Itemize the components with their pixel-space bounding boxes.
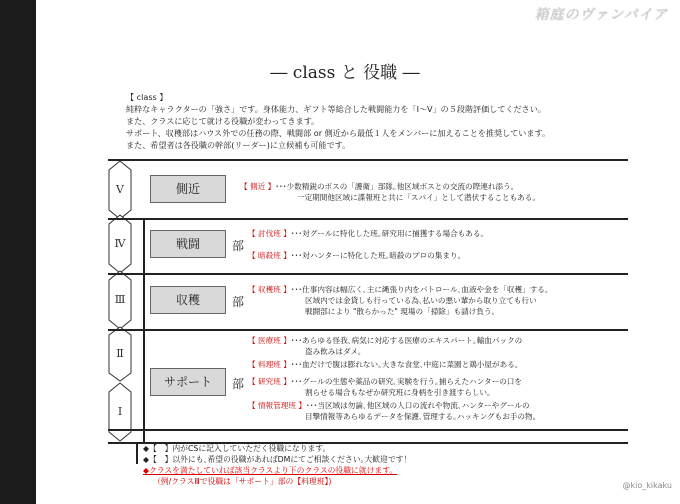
team-desc: 一定期間他区域に諜報班と共に「スパイ」として潜伏することもある。	[297, 193, 540, 202]
footer-line: ◆【 】内がCSに記入していただく役職になります。	[143, 444, 331, 453]
row-divider	[108, 218, 628, 220]
grade-1-marker	[108, 382, 132, 442]
footer-notes	[143, 443, 411, 487]
intro-line: また、希望者は各役職の幹部(リーダー)に立候補も可能です。	[126, 140, 351, 150]
grade-4-marker	[108, 214, 132, 274]
row-divider	[108, 329, 628, 331]
connector-line	[143, 218, 145, 274]
team-ryouri	[248, 359, 522, 370]
team-name: 【 医療班 】	[248, 336, 291, 345]
footer-rule-highlight: ◆クラスを満たしていれば該当クラスより下のクラスの役職に就けます。	[143, 466, 398, 475]
team-desc: ･･･グールの生態や薬品の研究､実験を行う｡捕らえたハンターの口を	[290, 377, 522, 386]
page-title: ― class と 役職 ―	[270, 63, 420, 83]
connector-line	[136, 442, 138, 464]
intro-heading: 【 class 】	[126, 92, 168, 102]
intro-line: また、クラスに応じて就ける役職が変わってきます。	[126, 116, 320, 126]
table-top-rule	[108, 159, 628, 161]
role-box-shukaku: 収穫	[150, 286, 226, 314]
team-desc: 割らせる場合もなぜか研究班に身柄を引き渡すらしい。	[305, 388, 495, 397]
connector-line	[143, 329, 145, 443]
team-kenkyu	[248, 376, 522, 398]
footer-line: ◆【 】以外にも､希望の役職があればDMにてご相談ください｡大歓迎です！	[143, 455, 412, 464]
grade-3-marker	[108, 270, 132, 330]
intro-text	[126, 91, 646, 151]
grade-1-label: Ⅰ	[117, 405, 123, 418]
grade-2-marker	[108, 326, 132, 382]
connector-line	[143, 273, 145, 330]
bu-label: 部	[232, 239, 245, 253]
row-divider	[108, 273, 628, 275]
intro-line: サポート、収穫部はハウス外での任務の際、戦闘部 or 側近から最低１人をメンバーに加えることを推奨しています。	[126, 128, 551, 138]
grade-3-label: Ⅲ	[114, 293, 126, 306]
footer-example: （例/クラスⅢで役職は「サポート」部の【料理班】)	[153, 477, 332, 486]
grade-4-label: Ⅳ	[114, 237, 126, 250]
team-name: 【 討伐班 】	[248, 229, 291, 238]
team-desc: ･･･当区域は勿論､他区域の人口の流れや物流､ハンターやグールの	[305, 401, 530, 410]
team-desc: ･･･対ハンターに特化した班｡暗殺のプロの集まり。	[290, 251, 466, 260]
team-desc: 盗み飲みはダメ。	[305, 347, 366, 356]
brand-logo: 箱庭のヴァンパイア	[534, 7, 668, 23]
bu-label: 部	[232, 295, 245, 309]
team-desc: ･･･少数精鋭のボスの「護衛」部隊｡他区域ボスとの交流の際連れ添う。	[275, 182, 519, 191]
role-box-support: サポート	[150, 368, 226, 396]
grade-5-label: Ⅴ	[116, 183, 124, 196]
team-name: 【 暗殺班 】	[248, 251, 291, 260]
intro-line: 純粋なキャラクターの「強さ」です。身体能力、ギフト等総合した戦闘能力を「Ⅰ～Ⅴ」の５段階評価してください。	[126, 104, 546, 114]
bu-label: 部	[232, 377, 245, 391]
team-name: 【 研究班 】	[248, 377, 291, 386]
team-name: 【 料理班 】	[248, 360, 291, 369]
team-jouhou	[248, 400, 540, 422]
team-iryou	[248, 335, 522, 357]
team-sokkin	[240, 181, 540, 203]
team-name: 【 情報管理班 】	[248, 401, 306, 410]
grade-2-label: Ⅱ	[116, 347, 124, 360]
team-toubatsu	[248, 228, 488, 239]
team-name: 【 側近 】	[240, 182, 276, 191]
grade-5-marker	[108, 160, 132, 220]
credit-handle: @kio_kikaku	[622, 481, 672, 490]
team-desc: 目撃情報等あらゆるデータを保護､管理する｡ハッキングもお手の物。	[305, 412, 541, 421]
team-desc: ･･･仕事内容は幅広く､主に縄張り内をパトロール､血液や金を「収穫」する。	[290, 285, 553, 294]
team-name: 【 収穫班 】	[248, 285, 291, 294]
team-desc: 戦闘部により "散らかった" 現場の「掃除」も請け負う。	[305, 307, 500, 316]
team-desc: ･･･あらゆる怪我､病気に対応する医療のエキスパート｡輸血パックの	[290, 336, 523, 345]
team-desc: ･･･血だけで腹は膨れない｡大きな食堂､中庭に菜園と鶏小屋がある。	[290, 360, 523, 369]
team-desc: 区域内では金貸しも行っている為､払いの悪い輩から取り立ても行い	[305, 296, 537, 305]
role-box-sokkin: 側近	[150, 175, 226, 203]
team-shukaku	[248, 284, 552, 317]
team-desc: ･･･対グールに特化した班｡研究用に捕獲する場合もある。	[290, 229, 489, 238]
row-divider	[108, 429, 628, 431]
left-dark-sidebar	[0, 0, 36, 504]
team-ansatsu	[248, 250, 465, 261]
role-box-sento: 戦闘	[150, 230, 226, 258]
